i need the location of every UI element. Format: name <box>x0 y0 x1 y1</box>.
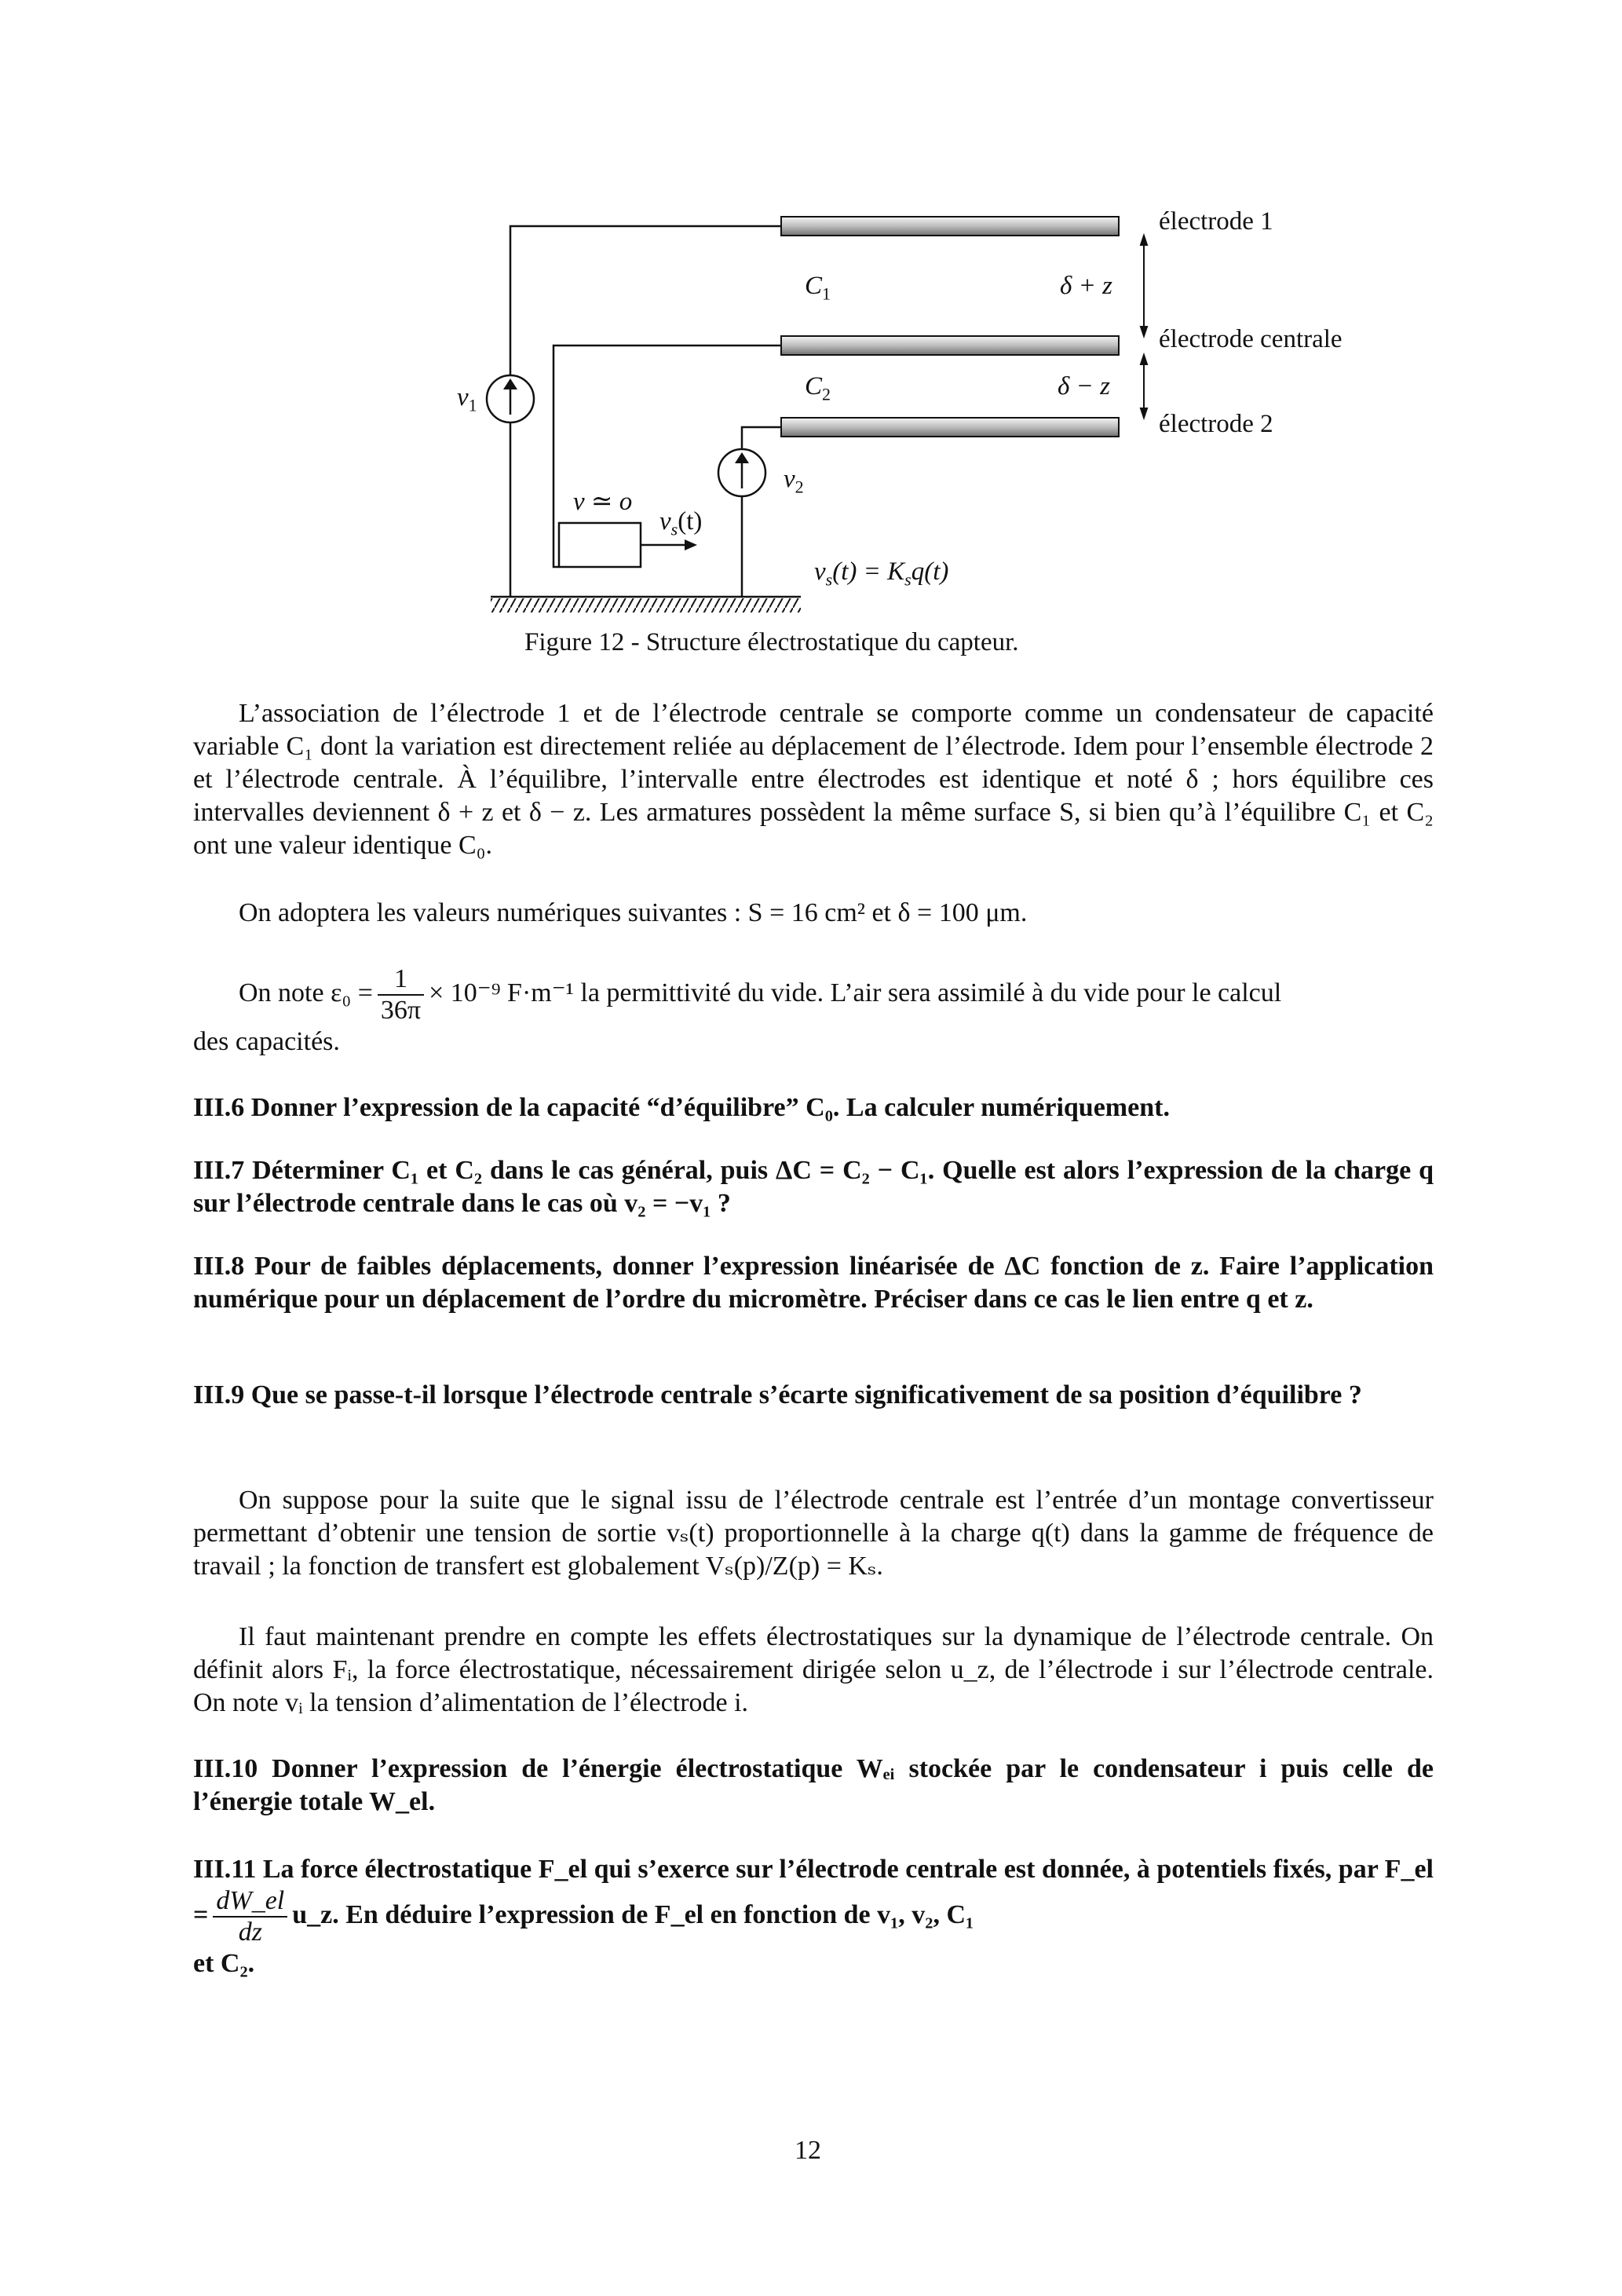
label-vs-out: $v_s(t)$ <box>659 507 703 539</box>
paragraph-convertisseur: On suppose pour la suite que le signal issu de l’électrode centrale est l’entrée d’un montage convertisseur permettant d’obtenir une tension de sortie vₛ(t) proportionnelle à la charge q(t) dans la gamme de fréquence de travail ; la fonction de transfert est globalement Vₛ(p)/Z(p) = Kₛ. <box>193 1486 1434 1581</box>
gap-dimension-arrows <box>1141 236 1147 418</box>
question-III-6: III.6 Donner l’expression de la capacité “d’équilibre” C₀. La calculer numériquement. <box>193 1093 1170 1122</box>
figure-12-diagram <box>0 0 1622 675</box>
paragraph-permittivite: On note ε₀ = $\frac{1}{36\pi}$ × 10⁻⁹ F·m⁻¹ la permittivité du vide. L’air sera assimilé à du vide pour le calcul des capacités. <box>193 964 1282 1056</box>
label-v2: $v_2$ <box>784 465 804 497</box>
voltage-source-v1 <box>487 375 534 422</box>
figure-caption: Figure 12 - Structure électrostatique du capteur. <box>524 628 1019 656</box>
label-electrode-2: électrode 2 <box>1159 410 1273 438</box>
paragraph-association: L’association de l’électrode 1 et de l’électrode centrale se comporte comme un condensateur de capacité variable C₁ dont la variation est directement reliée au déplacement de l’électrode. Idem pour l’ensemble électrode 2 et l’électrode centrale. À l’équilibre, l’intervalle entre électrodes est identique et noté δ ; hors équilibre ces intervalles deviennent δ + z et δ − z. Les armatures possèdent la même surface S, si bien qu’à l’équilibre C₁ et C₂ ont une valeur identique C₀. <box>193 699 1434 860</box>
label-c2: $C_2$ <box>805 372 831 404</box>
electrode-1 <box>781 217 1119 236</box>
question-III-9: III.9 Que se passe-t-il lorsque l’électrode centrale s’écarte significativement de sa position d’équilibre ? <box>193 1380 1362 1409</box>
label-c1: $C_1$ <box>805 272 831 304</box>
label-gap-top: δ + z <box>1060 272 1112 300</box>
electrode-centrale <box>781 336 1119 355</box>
label-electrode-centrale: électrode centrale <box>1159 325 1343 353</box>
circuit-wires <box>510 226 781 597</box>
label-gap-bottom: δ − z <box>1058 372 1110 400</box>
question-III-11: III.11 La force électrostatique F_el qui s’exerce sur l’électrode centrale est donnée, à potentiels fixés, par F_el = $\frac{dW\_el}{dz}$ u_z. En déduire l’expression de F_el en fonction de v₁, v₂, C₁ et C₂. <box>193 1855 1434 1978</box>
label-relation: $v_s(t) = K_sq(t)$ <box>814 558 949 590</box>
paragraph-force: Il faut maintenant prendre en compte les effets électrostatiques sur la dynamique de l’électrode centrale. On définit alors Fᵢ, la force électrostatique, nécessairement dirigée selon u_z, de l’électrode i sur l’électrode centrale. On note vᵢ la tension d’alimentation de l’électrode i. <box>193 1622 1434 1717</box>
paragraph-valeurs: On adoptera les valeurs numériques suivantes : S = 16 cm² et δ = 100 μm. <box>239 898 1028 927</box>
electrode-2 <box>781 418 1119 437</box>
question-III-10: III.10 Donner l’expression de l’énergie électrostatique Wₑᵢ stockée par le condensateur i puis celle de l’énergie totale W_el. <box>193 1754 1434 1816</box>
label-v-approx: v ≃ o <box>573 488 633 516</box>
question-III-8: III.8 Pour de faibles déplacements, donner l’expression linéarisée de ΔC fonction de z. Faire l’application numérique pour un déplacement de l’ordre du micromètre. Préciser dans ce cas le lien entre q et z. <box>193 1252 1434 1314</box>
voltage-source-v2 <box>718 449 765 496</box>
page-number: 12 <box>795 2136 821 2165</box>
label-v1: $v_1$ <box>457 383 477 415</box>
label-electrode-1: électrode 1 <box>1159 207 1273 236</box>
ground-symbol <box>491 597 801 612</box>
question-III-7: III.7 Déterminer C₁ et C₂ dans le cas général, puis ΔC = C₂ − C₁. Quelle est alors l’expression de la charge q sur l’électrode centrale dans le cas où v₂ = −v₁ ? <box>193 1156 1434 1218</box>
